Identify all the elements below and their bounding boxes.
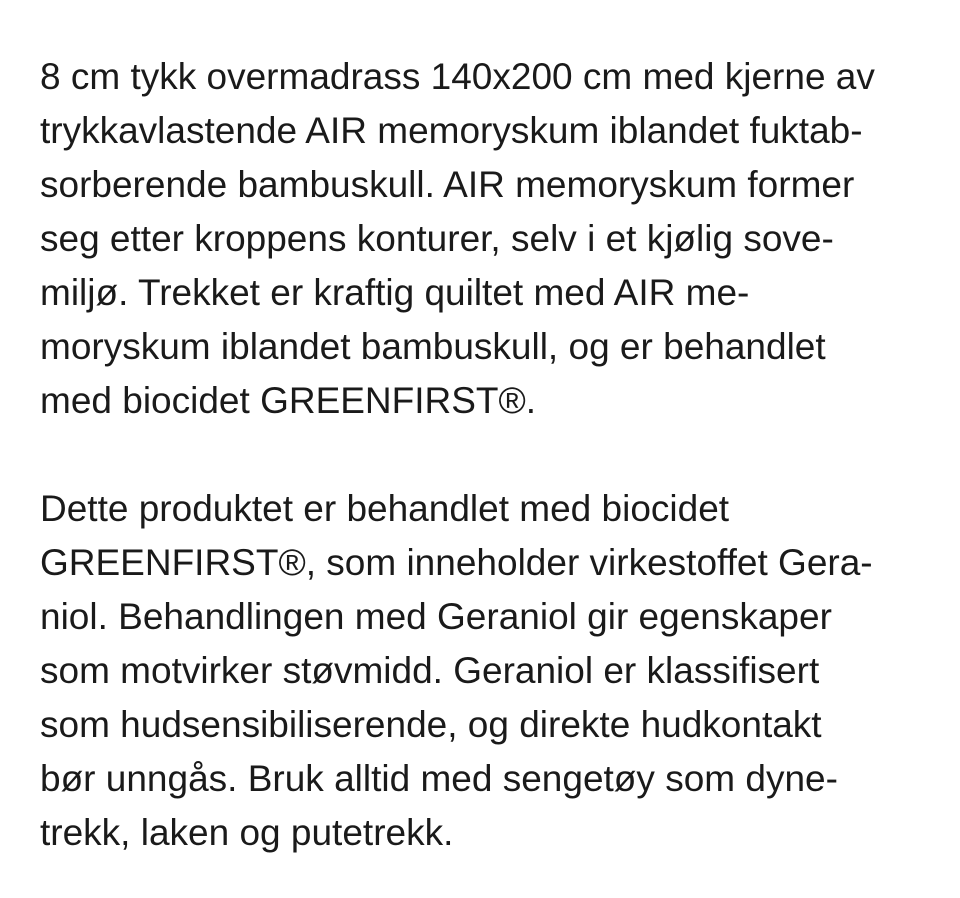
text-line: trykkavlastende AIR memoryskum iblandet fuktab- — [40, 110, 863, 151]
text-line: med biocidet GREENFIRST®. — [40, 380, 537, 421]
text-line: sorberende bambuskull. AIR memoryskum former — [40, 164, 855, 205]
description-paragraph-2 — [40, 482, 940, 860]
text-line: seg etter kroppens konturer, selv i et kjølig sove- — [40, 218, 834, 259]
text-line: som motvirker støvmidd. Geraniol er klassifisert — [40, 650, 820, 691]
text-line: som hudsensibiliserende, og direkte hudkontakt — [40, 704, 822, 745]
description-paragraph-1 — [40, 50, 940, 428]
text-line: 8 cm tykk overmadrass 140x200 cm med kjerne av — [40, 56, 875, 97]
text-line: miljø. Trekket er kraftig quiltet med AIR me- — [40, 272, 750, 313]
text-line: GREENFIRST®, som inneholder virkestoffet Gera- — [40, 542, 873, 583]
text-line: trekk, laken og putetrekk. — [40, 812, 454, 853]
text-line: bør unngås. Bruk alltid med sengetøy som dyne- — [40, 758, 838, 799]
product-description — [40, 50, 940, 860]
text-line: niol. Behandlingen med Geraniol gir egenskaper — [40, 596, 832, 637]
text-line: moryskum iblandet bambuskull, og er behandlet — [40, 326, 826, 367]
text-line: Dette produktet er behandlet med biocidet — [40, 488, 730, 529]
